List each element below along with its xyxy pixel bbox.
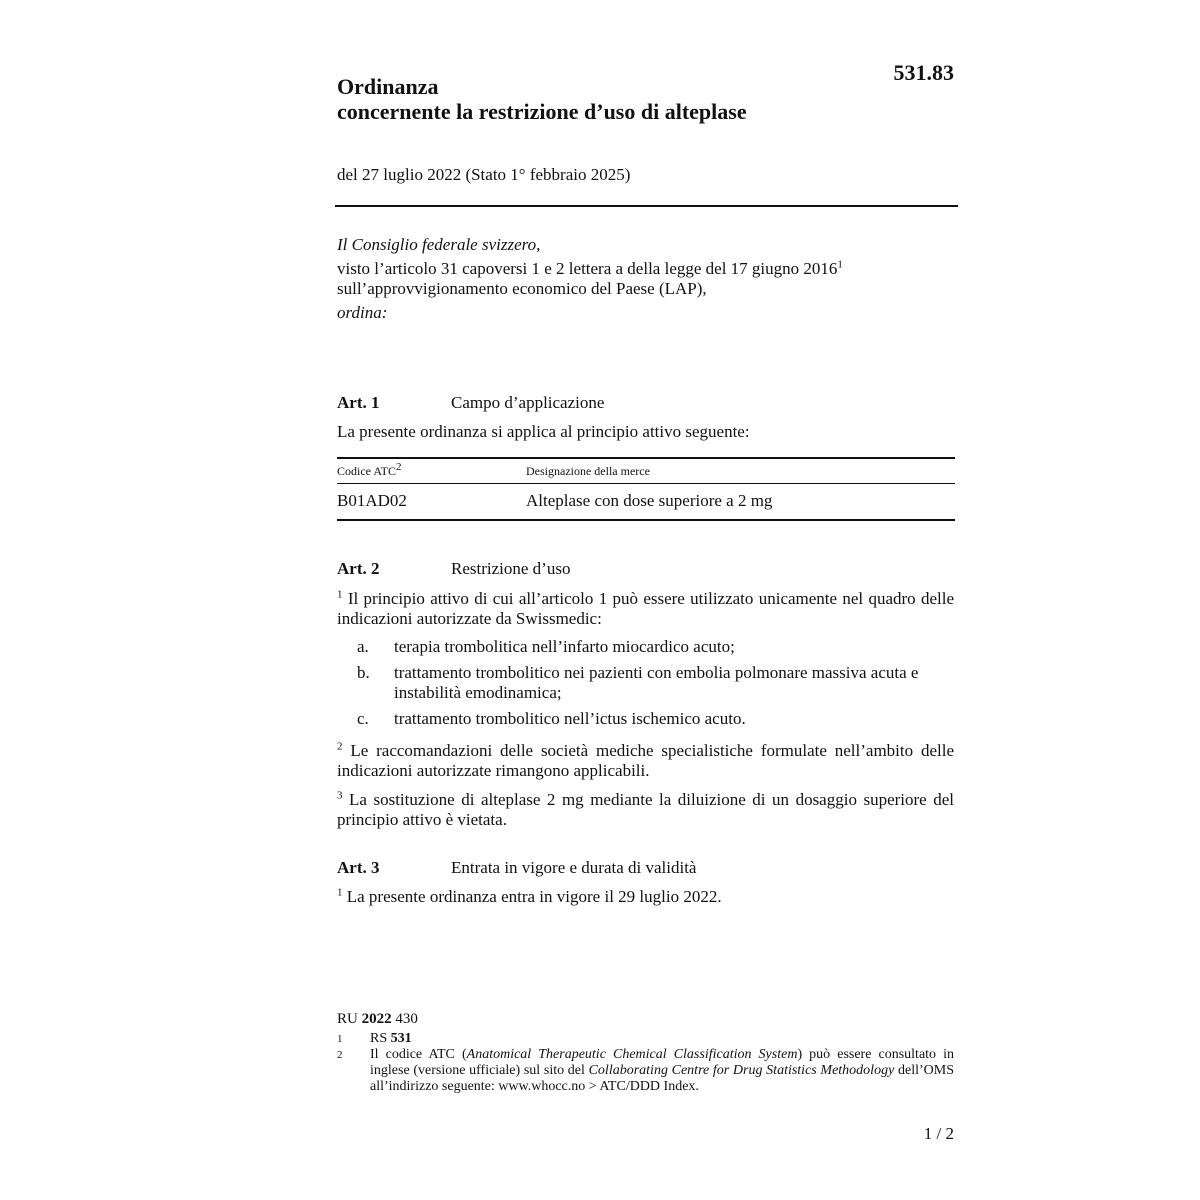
- document-date: del 27 luglio 2022 (Stato 1° febbraio 2025): [337, 165, 631, 184]
- para-number: 2: [337, 740, 343, 753]
- footnotes: [337, 1031, 954, 1095]
- atc-table-header: [337, 458, 955, 484]
- ru-reference: [337, 1011, 418, 1028]
- page-number: 1 / 2: [923, 1124, 954, 1143]
- art-2-title: Restrizione d’uso: [451, 559, 571, 578]
- footnote-ref-1[interactable]: 1: [837, 258, 843, 271]
- ru-page: 430: [395, 1011, 418, 1027]
- art-2-number: Art. 2: [337, 559, 380, 578]
- art-2-para-1: [337, 589, 954, 629]
- table-row: [337, 484, 955, 521]
- fn1-number: 531: [390, 1031, 412, 1046]
- atc-col-code: [337, 458, 526, 484]
- art-2-para-3-text: La sostituzione di alteplase 2 mg mediante la diluizione di un dosaggio superiore del principio attivo è vietata.: [337, 790, 955, 829]
- list-letter: b.: [357, 663, 370, 682]
- art-2-para-3: [337, 790, 954, 830]
- footnote-text: [370, 1047, 954, 1095]
- list-text: trattamento trombolitico nell’ictus ischemico acuto.: [394, 709, 746, 728]
- art-2-para-2: [337, 741, 954, 781]
- art-3-number: Art. 3: [337, 858, 380, 877]
- atc-code-cell: B01AD02: [337, 484, 526, 521]
- art-1-intro: La presente ordinanza si applica al principio attivo seguente:: [337, 422, 750, 441]
- para-number: 3: [337, 789, 343, 802]
- list-item: [357, 709, 955, 729]
- list-text: terapia trombolitica nell’infarto miocardico acuto;: [394, 637, 735, 656]
- title-line-2: concernente la restrizione d’uso di alteplase: [337, 99, 747, 124]
- footnote-number: 2: [337, 1049, 343, 1061]
- visto-line-2: sull’approvvigionamento economico del Paese (LAP),: [337, 279, 707, 298]
- list-letter: c.: [357, 709, 369, 728]
- preamble-council: Il Consiglio federale svizzero,: [337, 235, 541, 254]
- fn2-part-d: Collaborating Centre for Drug Statistics Methodology: [588, 1063, 895, 1078]
- art-1-title: Campo d’applicazione: [451, 393, 605, 412]
- art-1-number: Art. 1: [337, 393, 380, 412]
- atc-desc-cell: Alteplase con dose superiore a 2 mg: [526, 484, 955, 521]
- para-number: 1: [337, 886, 343, 899]
- visto-line-1: visto l’articolo 31 capoversi 1 e 2 lettera a della legge del 17 giugno 2016: [337, 259, 838, 278]
- footnote-1: [337, 1031, 954, 1047]
- header-divider: [335, 205, 958, 207]
- preamble: [337, 235, 957, 323]
- art-2-para-2-text: Le raccomandazioni delle società mediche specialistiche formulate nell’ambito delle indicazioni autorizzate rimangono applicabili.: [337, 741, 954, 780]
- fn2-part-b: Anatomical Therapeutic Chemical Classification System: [466, 1047, 798, 1062]
- fn2-part-a: Il codice ATC (: [370, 1047, 467, 1062]
- list-item: [357, 637, 955, 657]
- atc-col-desc: Designazione della merce: [526, 458, 955, 484]
- ru-prefix: RU: [337, 1011, 358, 1027]
- art-2-para-1-text: Il principio attivo di cui all’articolo 1 può essere utilizzato unicamente nel quadro delle indicazioni autorizzate da Swissmedic:: [337, 589, 955, 628]
- footnote-ref-2[interactable]: 2: [396, 461, 402, 473]
- footnote-number: 1: [337, 1033, 343, 1045]
- art-3-para-1: [337, 887, 954, 907]
- art-3-heading: [337, 858, 696, 878]
- fn2-part-c: ) può essere consultato in inglese (versione ufficiale) sul sito del: [370, 1047, 955, 1078]
- atc-table: [337, 457, 955, 521]
- list-text: trattamento trombolitico nei pazienti con embolia polmonare massiva acuta e instabilità emodinamica;: [394, 663, 919, 702]
- document-title: [337, 74, 747, 124]
- preamble-visto: [337, 259, 957, 299]
- title-line-1: Ordinanza: [337, 74, 439, 99]
- art-3-para-1-text: La presente ordinanza entra in vigore il 29 luglio 2022.: [346, 887, 722, 906]
- document-number: 531.83: [893, 60, 954, 85]
- footnote-2: [337, 1047, 954, 1095]
- para-number: 1: [337, 588, 343, 601]
- art-2-list: [357, 637, 955, 735]
- fn2-part-e: dell’OMS all’indirizzo seguente: www.whocc.no > ATC/DDD Index.: [370, 1063, 954, 1094]
- list-item: [357, 663, 955, 703]
- art-1-heading: [337, 393, 604, 413]
- fn1-prefix: RS: [370, 1031, 388, 1046]
- footnote-text: [370, 1031, 954, 1047]
- atc-col-code-label: Codice ATC: [337, 464, 396, 478]
- art-2-heading: [337, 559, 570, 579]
- ru-year: 2022: [361, 1011, 392, 1027]
- list-letter: a.: [357, 637, 369, 656]
- art-3-title: Entrata in vigore e durata di validità: [451, 858, 697, 877]
- preamble-ordina: ordina:: [337, 303, 388, 322]
